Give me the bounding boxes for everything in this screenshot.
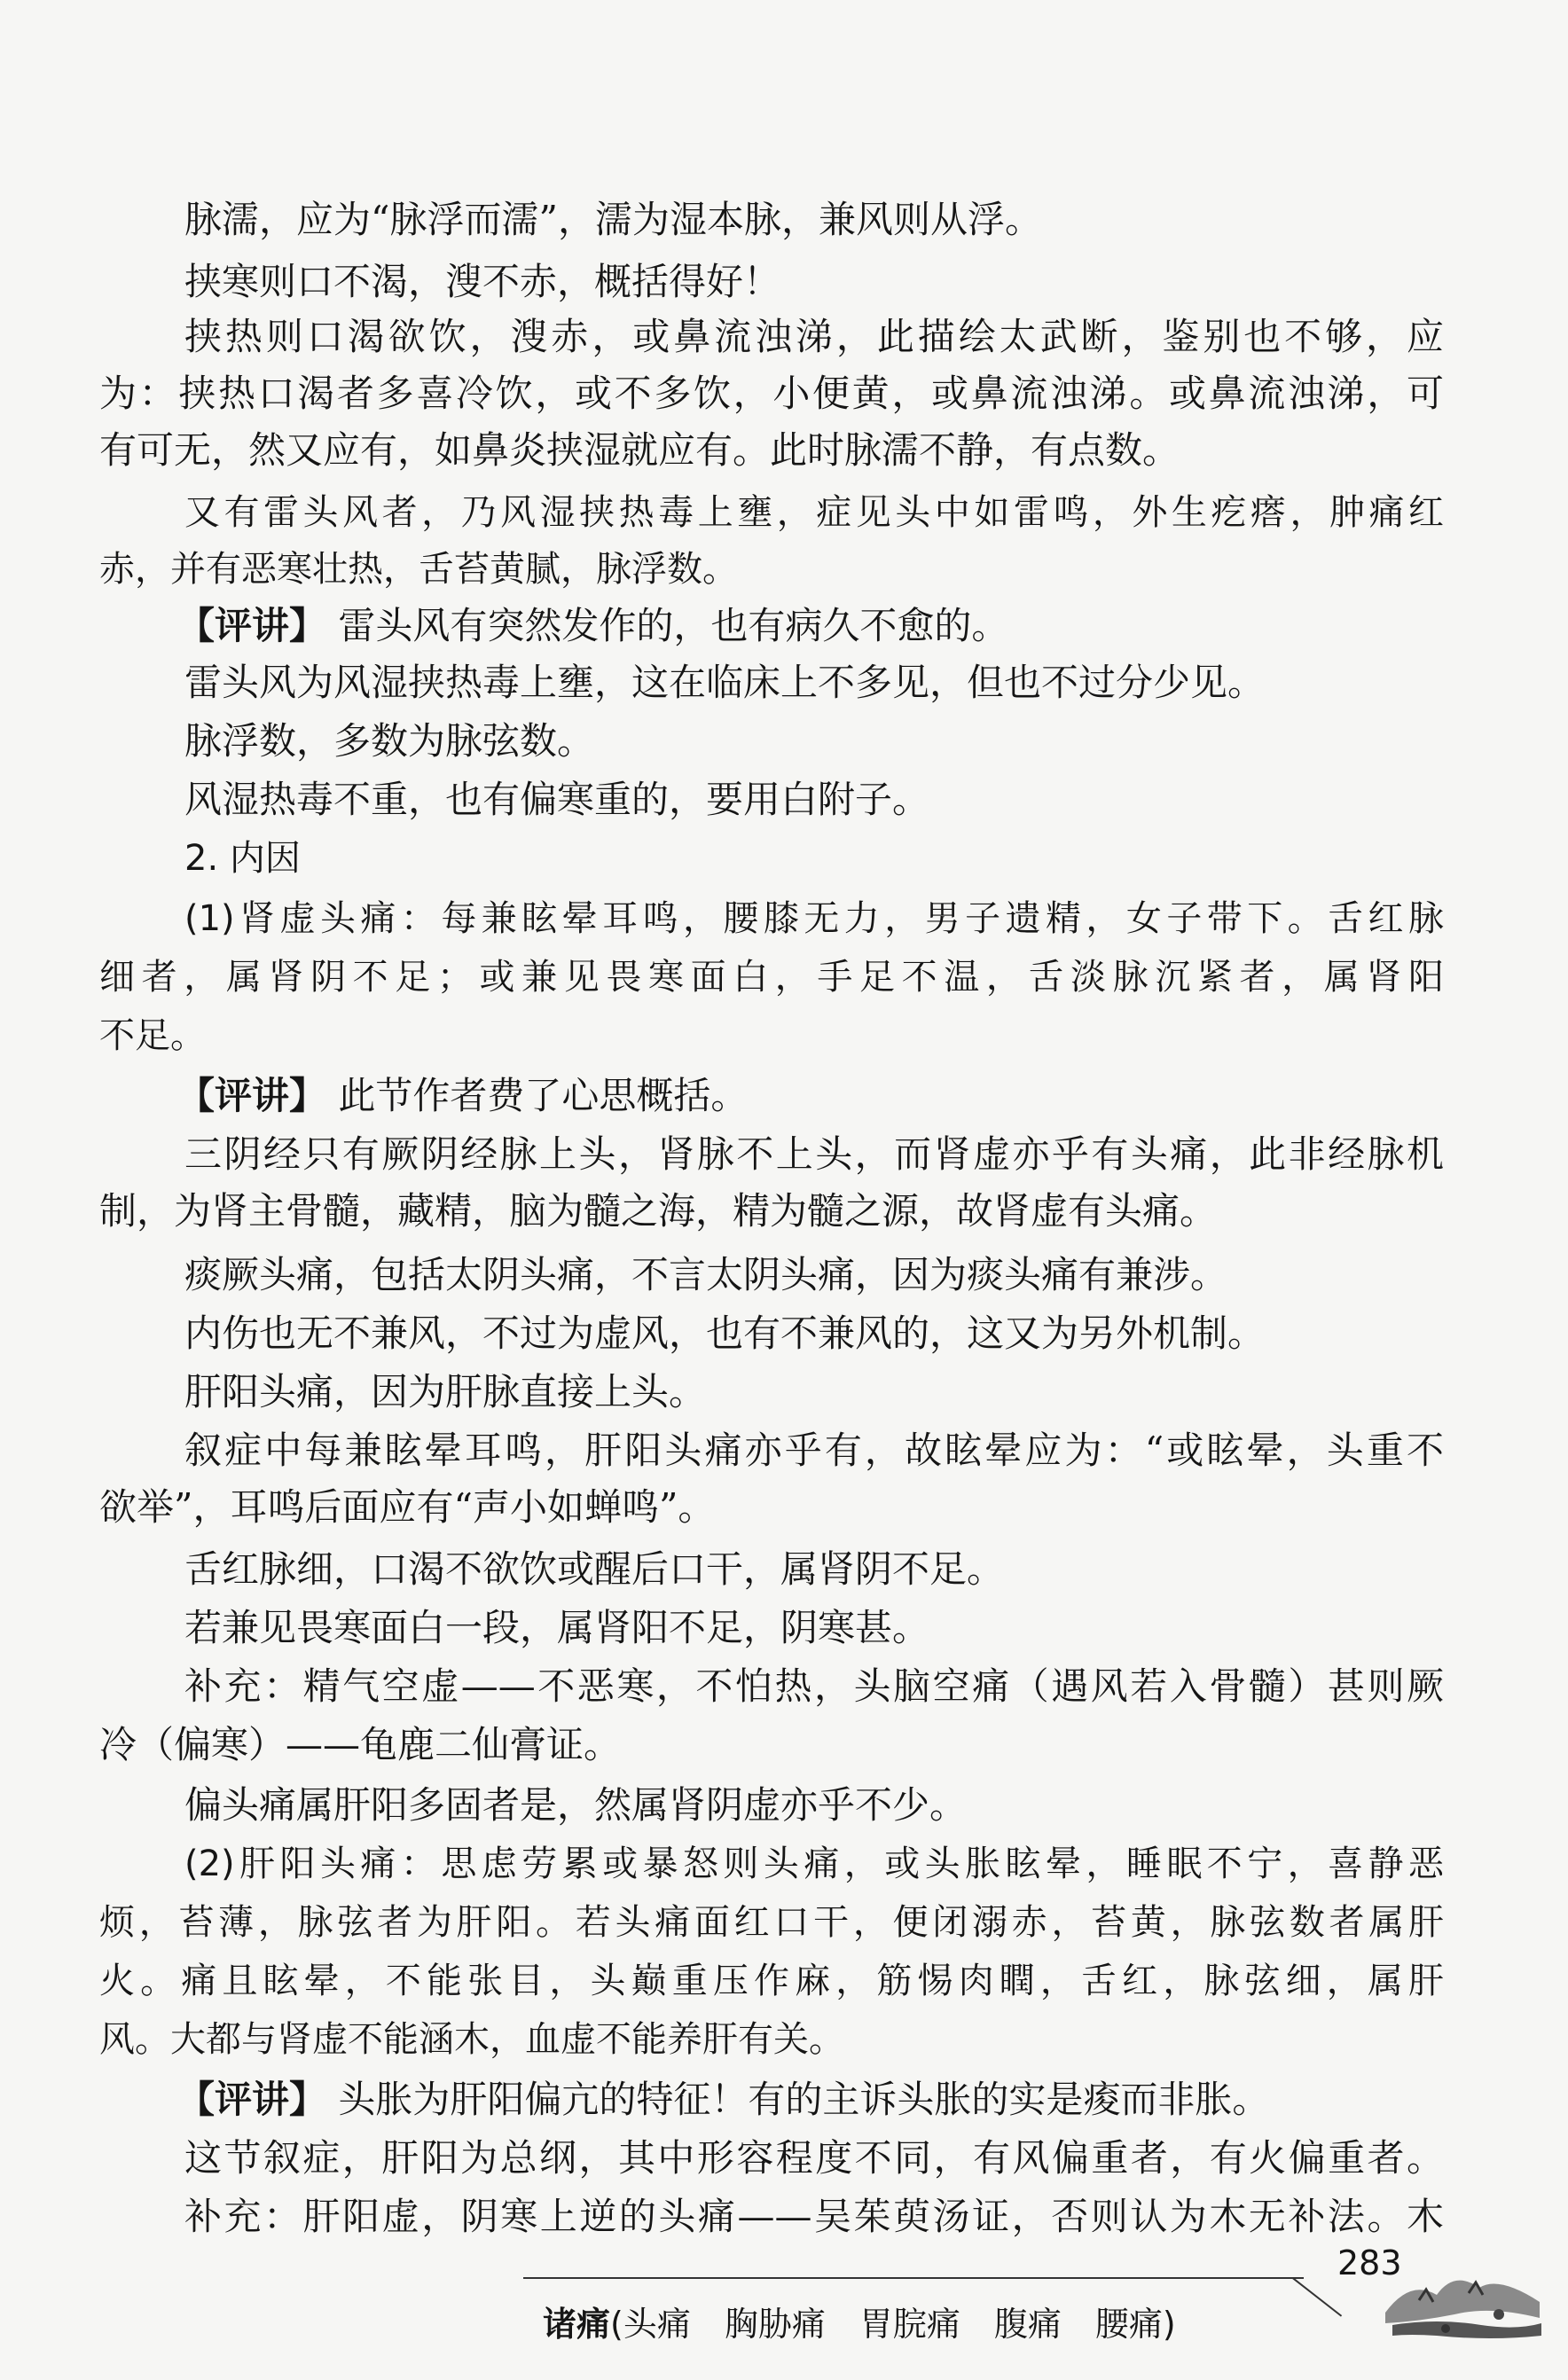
text-line: 制，为肾主骨髓，藏精，脑为髓之海，精为髓之源，故肾虚有头痛。	[99, 1189, 1218, 1233]
footer-subtitle: (头痛 胸胁痛 胃脘痛 腹痛 腰痛)	[610, 2305, 1176, 2344]
comment-label: 【评讲】	[177, 604, 327, 647]
comment-text: 雷头风有突然发作的，也有病久不愈的。	[338, 604, 1009, 647]
text-line: 脉濡，应为“脉浮而濡”，濡为湿本脉，兼风则从浮。	[184, 198, 1042, 241]
original-text-line: (1)肾虚头痛：每兼眩晕耳鸣，腰膝无力，男子遗精，女子带下。舌红脉	[184, 898, 1444, 939]
original-text-line: 火。痛且眩晕，不能张目，头巅重压作麻，筋惕肉瞤，舌红，脉弦细，属肝	[99, 1961, 1444, 2001]
footer-rule-slant	[1292, 2277, 1342, 2317]
text-line: 痰厥头痛，包括太阴头痛，不言太阴头痛，因为痰头痛有兼涉。	[184, 1253, 1228, 1296]
comment-line	[177, 1069, 748, 1123]
text-line: 风湿热毒不重，也有偏寒重的，要用白附子。	[184, 778, 930, 821]
text-line: 若兼见畏寒面白一段，属肾阳不足，阴寒甚。	[184, 1606, 930, 1649]
section-heading: 2. 内因	[184, 838, 301, 879]
text-line: 雷头风为风湿挟热毒上壅，这在临床上不多见，但也不过分少见。	[184, 661, 1266, 704]
original-text-line: 细者，属肾阴不足；或兼见畏寒面白，手足不温，舌淡脉沉紧者，属肾阳	[99, 957, 1444, 998]
original-text-line: 烦，苔薄，脉弦者为肝阳。若头痛面红口干，便闭溺赤，苔黄，脉弦数者属肝	[99, 1902, 1444, 1943]
footer-title: 诸痛	[543, 2305, 611, 2344]
comment-line	[177, 599, 1008, 653]
page-number: 283	[1337, 2243, 1402, 2282]
text-line: 脉浮数，多数为脉弦数。	[184, 719, 595, 763]
landscape-ornament-icon	[1384, 2243, 1543, 2350]
original-text-line: 风。大都与肾虚不能涵木，血虚不能养肝有关。	[99, 2019, 844, 2060]
comment-text: 此节作者费了心思概括。	[338, 1074, 749, 1117]
text-line: 内伤也无不兼风，不过为虚风，也有不兼风的，这又为另外机制。	[184, 1311, 1266, 1355]
text-line: 冷（偏寒）——龟鹿二仙膏证。	[99, 1723, 622, 1766]
running-footer	[543, 2297, 1176, 2345]
comment-label: 【评讲】	[177, 2078, 327, 2121]
text-line: 欲举”，耳鸣后面应有“声小如蝉鸣”。	[99, 1485, 716, 1529]
comment-text: 头胀为肝阳偏亢的特征！有的主诉头胀的实是痠而非胀。	[338, 2078, 1270, 2121]
text-line: 有可无，然又应有，如鼻炎挟湿就应有。此时脉濡不静，有点数。	[99, 428, 1180, 472]
original-text-line: (2)肝阳头痛：思虑劳累或暴怒则头痛，或头胀眩晕，睡眠不宁，喜静恶	[184, 1844, 1444, 1884]
text-line: 叙症中每兼眩晕耳鸣，肝阳头痛亦乎有，故眩晕应为：“或眩晕，头重不	[184, 1429, 1444, 1472]
original-text-line: 不足。	[99, 1015, 206, 1056]
original-text-line: 赤，并有恶寒壮热，舌苔黄腻，脉浮数。	[99, 549, 738, 590]
text-line: 偏头痛属肝阳多固者是，然属肾阴虚亦乎不少。	[184, 1783, 968, 1827]
comment-label: 【评讲】	[177, 1074, 327, 1117]
text-line: 挟寒则口不渴，溲不赤，概括得好！	[184, 260, 781, 303]
text-line: 这节叙症，肝阳为总纲，其中形容程度不同，有风偏重者，有火偏重者。	[184, 2136, 1444, 2180]
original-text-line: 又有雷头风者，乃风湿挟热毒上壅，症见头中如雷鸣，外生疙瘩，肿痛红	[184, 492, 1444, 533]
text-line: 挟热则口渴欲饮，溲赤，或鼻流浊涕，此描绘太武断，鉴别也不够，应	[184, 315, 1444, 358]
text-line: 三阴经只有厥阴经脉上头，肾脉不上头，而肾虚亦乎有头痛，此非经脉机	[184, 1132, 1444, 1176]
footer-rule	[523, 2277, 1304, 2279]
comment-line	[177, 2073, 1269, 2126]
text-line: 补充：肝阳虚，阴寒上逆的头痛——吴茱萸汤证，否则认为木无补法。木	[184, 2195, 1444, 2238]
text-line: 肝阳头痛，因为肝脉直接上头。	[184, 1370, 707, 1413]
text-line: 舌红脉细，口渴不欲饮或醒后口干，属肾阴不足。	[184, 1547, 1005, 1591]
text-line: 补充：精气空虚——不恶寒，不怕热，头脑空痛（遇风若入骨髓）甚则厥	[184, 1664, 1444, 1708]
text-line: 为：挟热口渴者多喜冷饮，或不多饮，小便黄，或鼻流浊涕。或鼻流浊涕，可	[99, 372, 1444, 415]
